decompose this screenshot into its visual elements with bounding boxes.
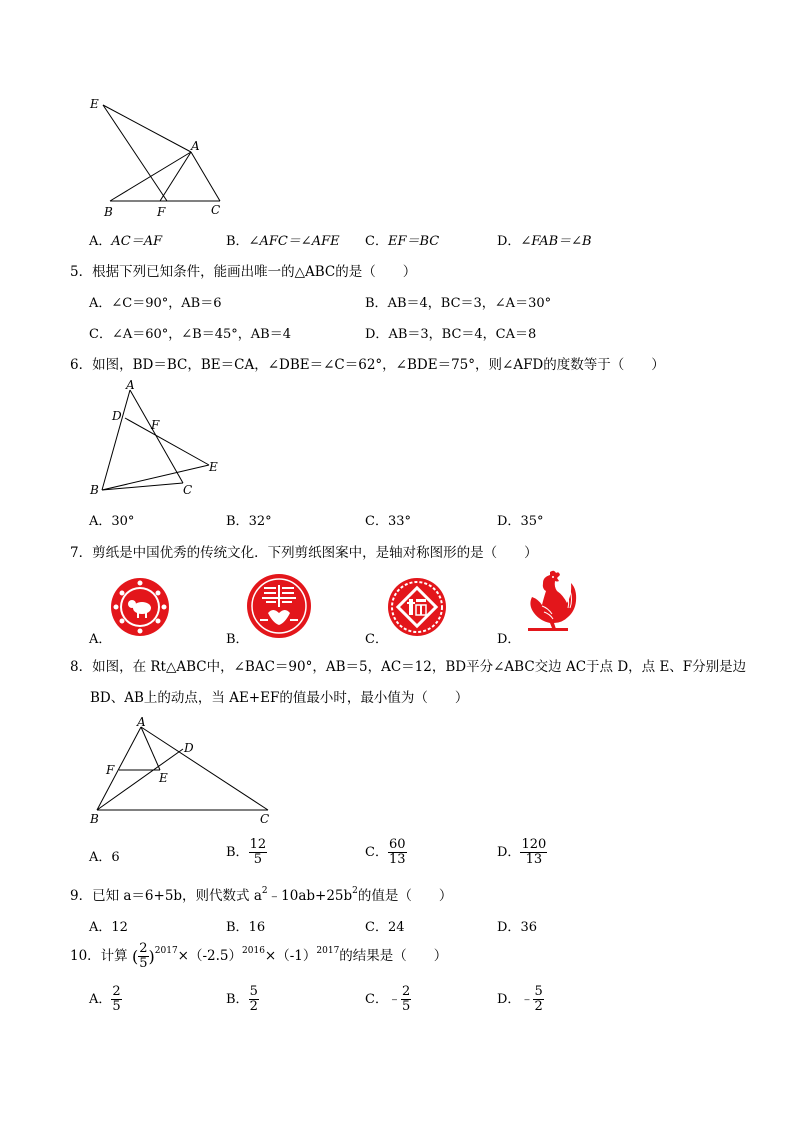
- option-letter: C．: [365, 632, 388, 647]
- option-letter: B．: [226, 234, 249, 249]
- q9-stem: [70, 884, 452, 904]
- option-text: 16: [248, 920, 266, 935]
- exponent: 2016: [242, 946, 265, 956]
- q4-option-c[interactable]: [365, 230, 439, 249]
- exponent: 2: [261, 886, 268, 896]
- option-text: 30°: [111, 514, 135, 529]
- q4-option-a[interactable]: [89, 230, 162, 249]
- q6-label-d: D: [112, 409, 122, 423]
- q6-option-d[interactable]: [497, 510, 543, 529]
- option-text: AC＝AF: [111, 234, 163, 249]
- q4-figure: [85, 92, 235, 222]
- option-letter: D．: [497, 920, 521, 935]
- q6-label-e: E: [209, 460, 218, 474]
- q7-option-b[interactable]: [226, 628, 249, 647]
- q4-label-e: E: [90, 97, 99, 111]
- q10-option-c[interactable]: [365, 985, 411, 1014]
- option-text: 6: [111, 850, 120, 865]
- paper-cut-c-image: [387, 577, 447, 637]
- option-text: ∠C＝90°，AB＝6: [111, 296, 222, 311]
- numerator: 5: [534, 984, 543, 999]
- q10-stem-part: ×（-2.5）: [177, 948, 243, 964]
- paper-cut-d-image: [520, 568, 582, 638]
- option-letter: D．: [497, 845, 521, 860]
- q7-option-c[interactable]: [365, 628, 388, 647]
- q9-option-c[interactable]: [365, 916, 405, 935]
- q8-option-a[interactable]: [89, 846, 120, 865]
- option-letter: B．: [226, 632, 249, 647]
- q10-stem-part: 的结果是（ ）: [339, 948, 448, 964]
- option-text: 32°: [248, 514, 272, 529]
- option-letter: D．: [497, 234, 521, 249]
- option-text: EF＝BC: [387, 234, 440, 249]
- option-text: AB＝4，BC＝3，∠A＝30°: [387, 296, 552, 311]
- q10-stem: 10．计算 ( $\frac{2}{5}$ )$^{2017}\times(-2.5)^{2016}\times(-1)^{2017}$的结果是（ ）: [70, 941, 448, 971]
- denominator: 13: [388, 852, 406, 867]
- q10-option-a[interactable]: [89, 985, 122, 1014]
- option-letter: C．: [365, 920, 388, 935]
- q5-option-d[interactable]: [365, 323, 536, 342]
- paper-cut-a-image: [110, 577, 170, 637]
- q5-option-a[interactable]: [89, 292, 222, 311]
- numerator: 2: [112, 984, 121, 999]
- denominator: 5: [253, 852, 262, 867]
- option-sign: ﹣: [387, 992, 401, 1007]
- denominator: 5: [112, 999, 121, 1014]
- denominator: 13: [525, 852, 543, 867]
- q8-figure: [85, 712, 280, 827]
- q8-label-f: F: [106, 763, 115, 777]
- q6-label-a: A: [126, 378, 135, 392]
- q9-stem-part: ﹣10ab+25b: [267, 888, 353, 904]
- q8-option-b[interactable]: [226, 838, 267, 867]
- option-letter: C．: [89, 327, 112, 342]
- q5-option-c[interactable]: [89, 323, 291, 342]
- option-text: 35°: [520, 514, 544, 529]
- option-text: ∠FAB＝∠B: [520, 234, 592, 249]
- q6-figure: [85, 378, 230, 502]
- q4-label-b: B: [104, 205, 113, 219]
- option-text: 12: [111, 920, 128, 935]
- option-letter: A．: [89, 992, 112, 1007]
- option-letter: B．: [226, 514, 249, 529]
- q8-label-a: A: [137, 715, 146, 729]
- q9-stem-part: 的值是（ ）: [357, 888, 453, 904]
- exponent: 2017: [154, 946, 178, 956]
- option-letter: A．: [89, 632, 112, 647]
- fraction: [249, 985, 259, 1014]
- exponent: 2: [352, 886, 358, 896]
- option-letter: C．: [365, 992, 388, 1007]
- numerator: 60: [388, 837, 406, 852]
- fraction: [111, 985, 121, 1014]
- q8-option-c[interactable]: [365, 838, 407, 867]
- q8-stem-line2: BD、AB上的动点，当 AE+EF的值最小时，最小值为（ ）: [90, 690, 469, 706]
- q5-stem: 5．根据下列已知条件，能画出唯一的△ABC的是（ ）: [70, 264, 417, 280]
- q10-stem-part: ×（-1）: [264, 948, 317, 964]
- option-text: ∠A＝60°，∠B＝45°，AB＝4: [111, 327, 291, 342]
- option-letter: D．: [497, 632, 521, 647]
- fraction: [249, 838, 268, 867]
- q9-stem-part: 9．已知 a＝6+5b，则代数式 a: [70, 888, 262, 904]
- option-letter: B．: [365, 296, 388, 311]
- option-letter: D．: [497, 992, 521, 1007]
- option-letter: B．: [226, 992, 249, 1007]
- q4-label-f: F: [157, 205, 166, 219]
- q6-option-c[interactable]: [365, 510, 411, 529]
- q8-label-d: D: [184, 741, 194, 755]
- q6-label-c: C: [183, 483, 193, 497]
- fraction: [401, 985, 411, 1014]
- option-text: 36: [520, 920, 537, 935]
- q8-label-c: C: [260, 812, 270, 826]
- q9-option-a[interactable]: [89, 916, 128, 935]
- numerator: 120: [521, 837, 547, 852]
- numerator: 2: [139, 941, 148, 956]
- option-letter: A．: [89, 296, 112, 311]
- option-letter: C．: [365, 514, 388, 529]
- fraction: [520, 838, 547, 867]
- q4-label-a: A: [191, 139, 200, 153]
- q4-label-c: C: [211, 203, 221, 217]
- option-letter: C．: [365, 845, 388, 860]
- option-text: 33°: [387, 514, 411, 529]
- exponent: 2017: [316, 946, 340, 956]
- q8-option-d[interactable]: [497, 838, 547, 867]
- fraction: [388, 838, 407, 867]
- denominator: 2: [534, 999, 543, 1014]
- q4-option-d[interactable]: [497, 230, 592, 249]
- q7-option-d[interactable]: [497, 628, 520, 647]
- q10-option-d[interactable]: [497, 985, 544, 1014]
- option-text: ∠AFC＝∠AFE: [248, 234, 340, 249]
- fraction: [138, 942, 148, 971]
- q6-option-a[interactable]: [89, 510, 134, 529]
- q10-option-b[interactable]: [226, 985, 259, 1014]
- q7-stem: 7．剪纸是中国优秀的传统文化．下列剪纸图案中，是轴对称图形的是（ ）: [70, 545, 538, 561]
- q6-stem: 6．如图，BD＝BC，BE＝CA，∠DBE＝∠C＝62°，∠BDE＝75°，则∠AFD的度数等于（ ）: [70, 357, 665, 373]
- option-letter: A．: [89, 234, 112, 249]
- q5-option-b[interactable]: [365, 292, 551, 311]
- option-letter: A．: [89, 920, 112, 935]
- q10-stem-part: 10．计算: [70, 948, 128, 964]
- option-letter: B．: [226, 845, 249, 860]
- option-letter: B．: [226, 920, 249, 935]
- numerator: 5: [249, 984, 258, 999]
- q8-label-b: B: [90, 812, 99, 826]
- q8-label-e: E: [159, 771, 168, 785]
- denominator: 5: [401, 999, 411, 1014]
- option-sign: ﹣: [520, 992, 534, 1007]
- denominator: 2: [249, 999, 258, 1014]
- option-letter: D．: [365, 327, 389, 342]
- q6-label-f: F: [151, 418, 160, 432]
- q6-option-b[interactable]: [226, 510, 272, 529]
- numerator: 2: [401, 984, 411, 999]
- fraction: [533, 985, 543, 1014]
- numerator: 12: [249, 837, 267, 852]
- option-letter: D．: [497, 514, 521, 529]
- option-letter: A．: [89, 850, 112, 865]
- denominator: 5: [139, 956, 148, 971]
- q9-option-b[interactable]: [226, 916, 265, 935]
- q6-label-b: B: [90, 483, 99, 497]
- q8-stem-line1: 8．如图，在 Rt△ABC中，∠BAC＝90°，AB＝5，AC＝12，BD平分∠ABC交边 AC于点 D，点 E、F分别是边: [70, 659, 747, 675]
- q7-option-a[interactable]: [89, 628, 111, 647]
- option-text: AB＝3，BC＝4，CA＝8: [388, 327, 537, 342]
- option-letter: C．: [365, 234, 388, 249]
- option-letter: A．: [89, 514, 112, 529]
- q9-option-d[interactable]: [497, 916, 537, 935]
- q4-option-b[interactable]: [226, 230, 340, 249]
- paper-cut-b-image: [246, 573, 312, 639]
- option-text: 24: [387, 920, 405, 935]
